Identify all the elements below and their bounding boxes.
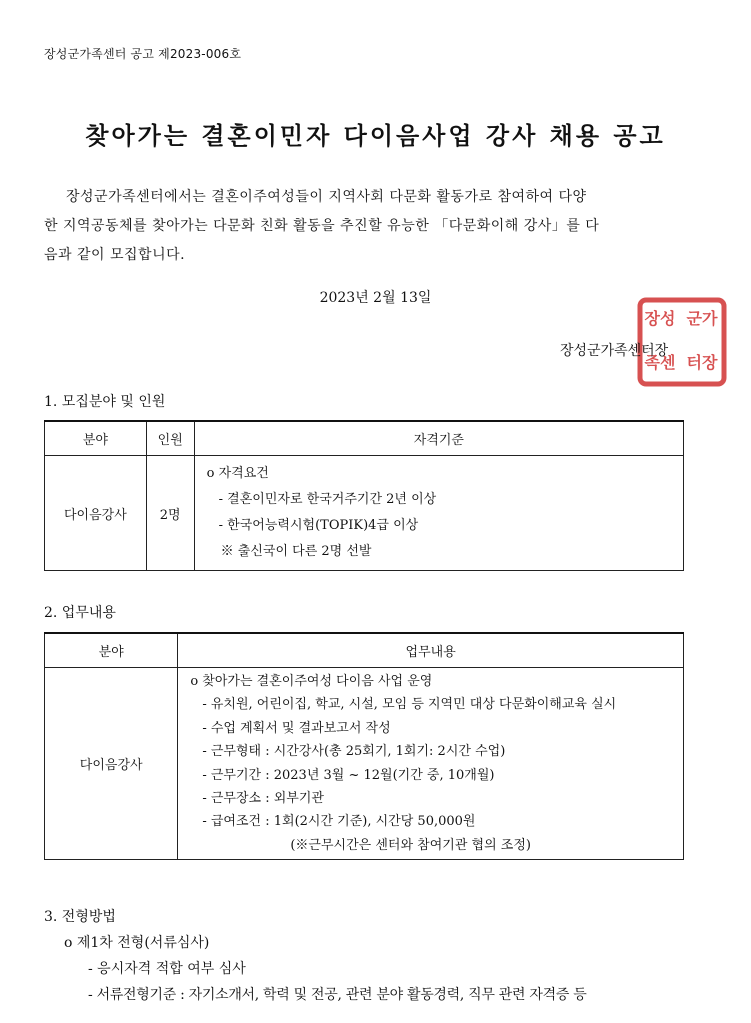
- cell-field: 다이음강사: [45, 668, 178, 860]
- duty-note: (※근무시간은 센터와 참여기관 협의 조정): [290, 837, 531, 853]
- cell-qualifications: [194, 456, 683, 571]
- duty-item: - 급여조건 : 1회(2시간 기준), 시간당 50,000원: [202, 814, 476, 830]
- table-row: [45, 456, 684, 571]
- recruitment-table: [44, 420, 684, 571]
- document-number: 장성군가족센터 공고 제2023-006호: [44, 47, 242, 61]
- intro-paragraph: [44, 183, 688, 270]
- seal-glyph: 장성: [644, 309, 676, 328]
- selection-criterion: - 응시자격 적합 여부 심사: [88, 961, 246, 977]
- duty-item: - 수업 계획서 및 결과보고서 작성: [202, 720, 391, 736]
- header-field: 분야: [45, 633, 178, 668]
- header-count: 인원: [146, 421, 194, 456]
- seal-glyph: 군가: [686, 309, 718, 328]
- header-duties: 업무내용: [178, 633, 684, 668]
- qualification-item: - 한국어능력시험(TOPIK)4급 이상: [218, 518, 419, 533]
- table-row: [45, 668, 684, 860]
- header-field: 분야: [45, 421, 147, 456]
- selection-criterion: - 서류전형기준 : 자기소개서, 학력 및 전공, 관련 분야 활동경력, 직무 관련 자격증 등: [88, 987, 587, 1003]
- duty-item: - 유치원, 어린이집, 학교, 시설, 모임 등 지역민 대상 다문화이해교육 실시: [202, 697, 617, 713]
- cell-count: 2명: [146, 456, 194, 571]
- seal-glyph: 터장: [686, 353, 718, 372]
- seal-glyph: 족센: [644, 353, 676, 372]
- qualification-note: ※ 출신국이 다른 2명 선발: [220, 544, 372, 559]
- header-qualification: 자격기준: [194, 421, 683, 456]
- issuer-name: 장성군가족센터장: [560, 343, 669, 359]
- cell-field: 다이음강사: [45, 456, 147, 571]
- intro-line-3: 음과 같이 모집합니다.: [44, 247, 186, 263]
- duties-table: [44, 632, 684, 860]
- qualification-item: o 자격요건: [206, 466, 269, 481]
- section-2-heading: 2. 업무내용: [44, 605, 116, 621]
- duty-item: - 근무형태 : 시간강사(총 25회기, 1회기: 2시간 수업): [202, 744, 506, 760]
- intro-line-2: 한 지역공동체를 찾아가는 다문화 친화 활동을 추진할 유능한 「다문화이해 강사」를 다: [44, 218, 600, 234]
- announcement-date: 2023년 2월 13일: [319, 290, 432, 306]
- table-header-row: [45, 421, 684, 456]
- page-title: 찾아가는 결혼이민자 다이음사업 강사 채용 공고: [85, 122, 666, 150]
- intro-line-1: 장성군가족센터에서는 결혼이주여성들이 지역사회 다문화 활동가로 참여하여 다양: [66, 189, 587, 205]
- table-header-row: [45, 633, 684, 668]
- section-1-heading: 1. 모집분야 및 인원: [44, 394, 166, 410]
- duty-item: o 찾아가는 결혼이주여성 다이음 사업 운영: [190, 674, 433, 689]
- section-3-heading: 3. 전형방법: [44, 909, 116, 925]
- duty-item: - 근무기간 : 2023년 3월 ~ 12월(기간 중, 10개월): [202, 767, 495, 783]
- qualification-item: - 결혼이민자로 한국거주기간 2년 이상: [218, 492, 437, 507]
- cell-duties: [178, 668, 684, 860]
- duty-item: - 근무장소 : 외부기관: [202, 791, 324, 807]
- selection-step-1: o 제1차 전형(서류심사): [64, 935, 210, 951]
